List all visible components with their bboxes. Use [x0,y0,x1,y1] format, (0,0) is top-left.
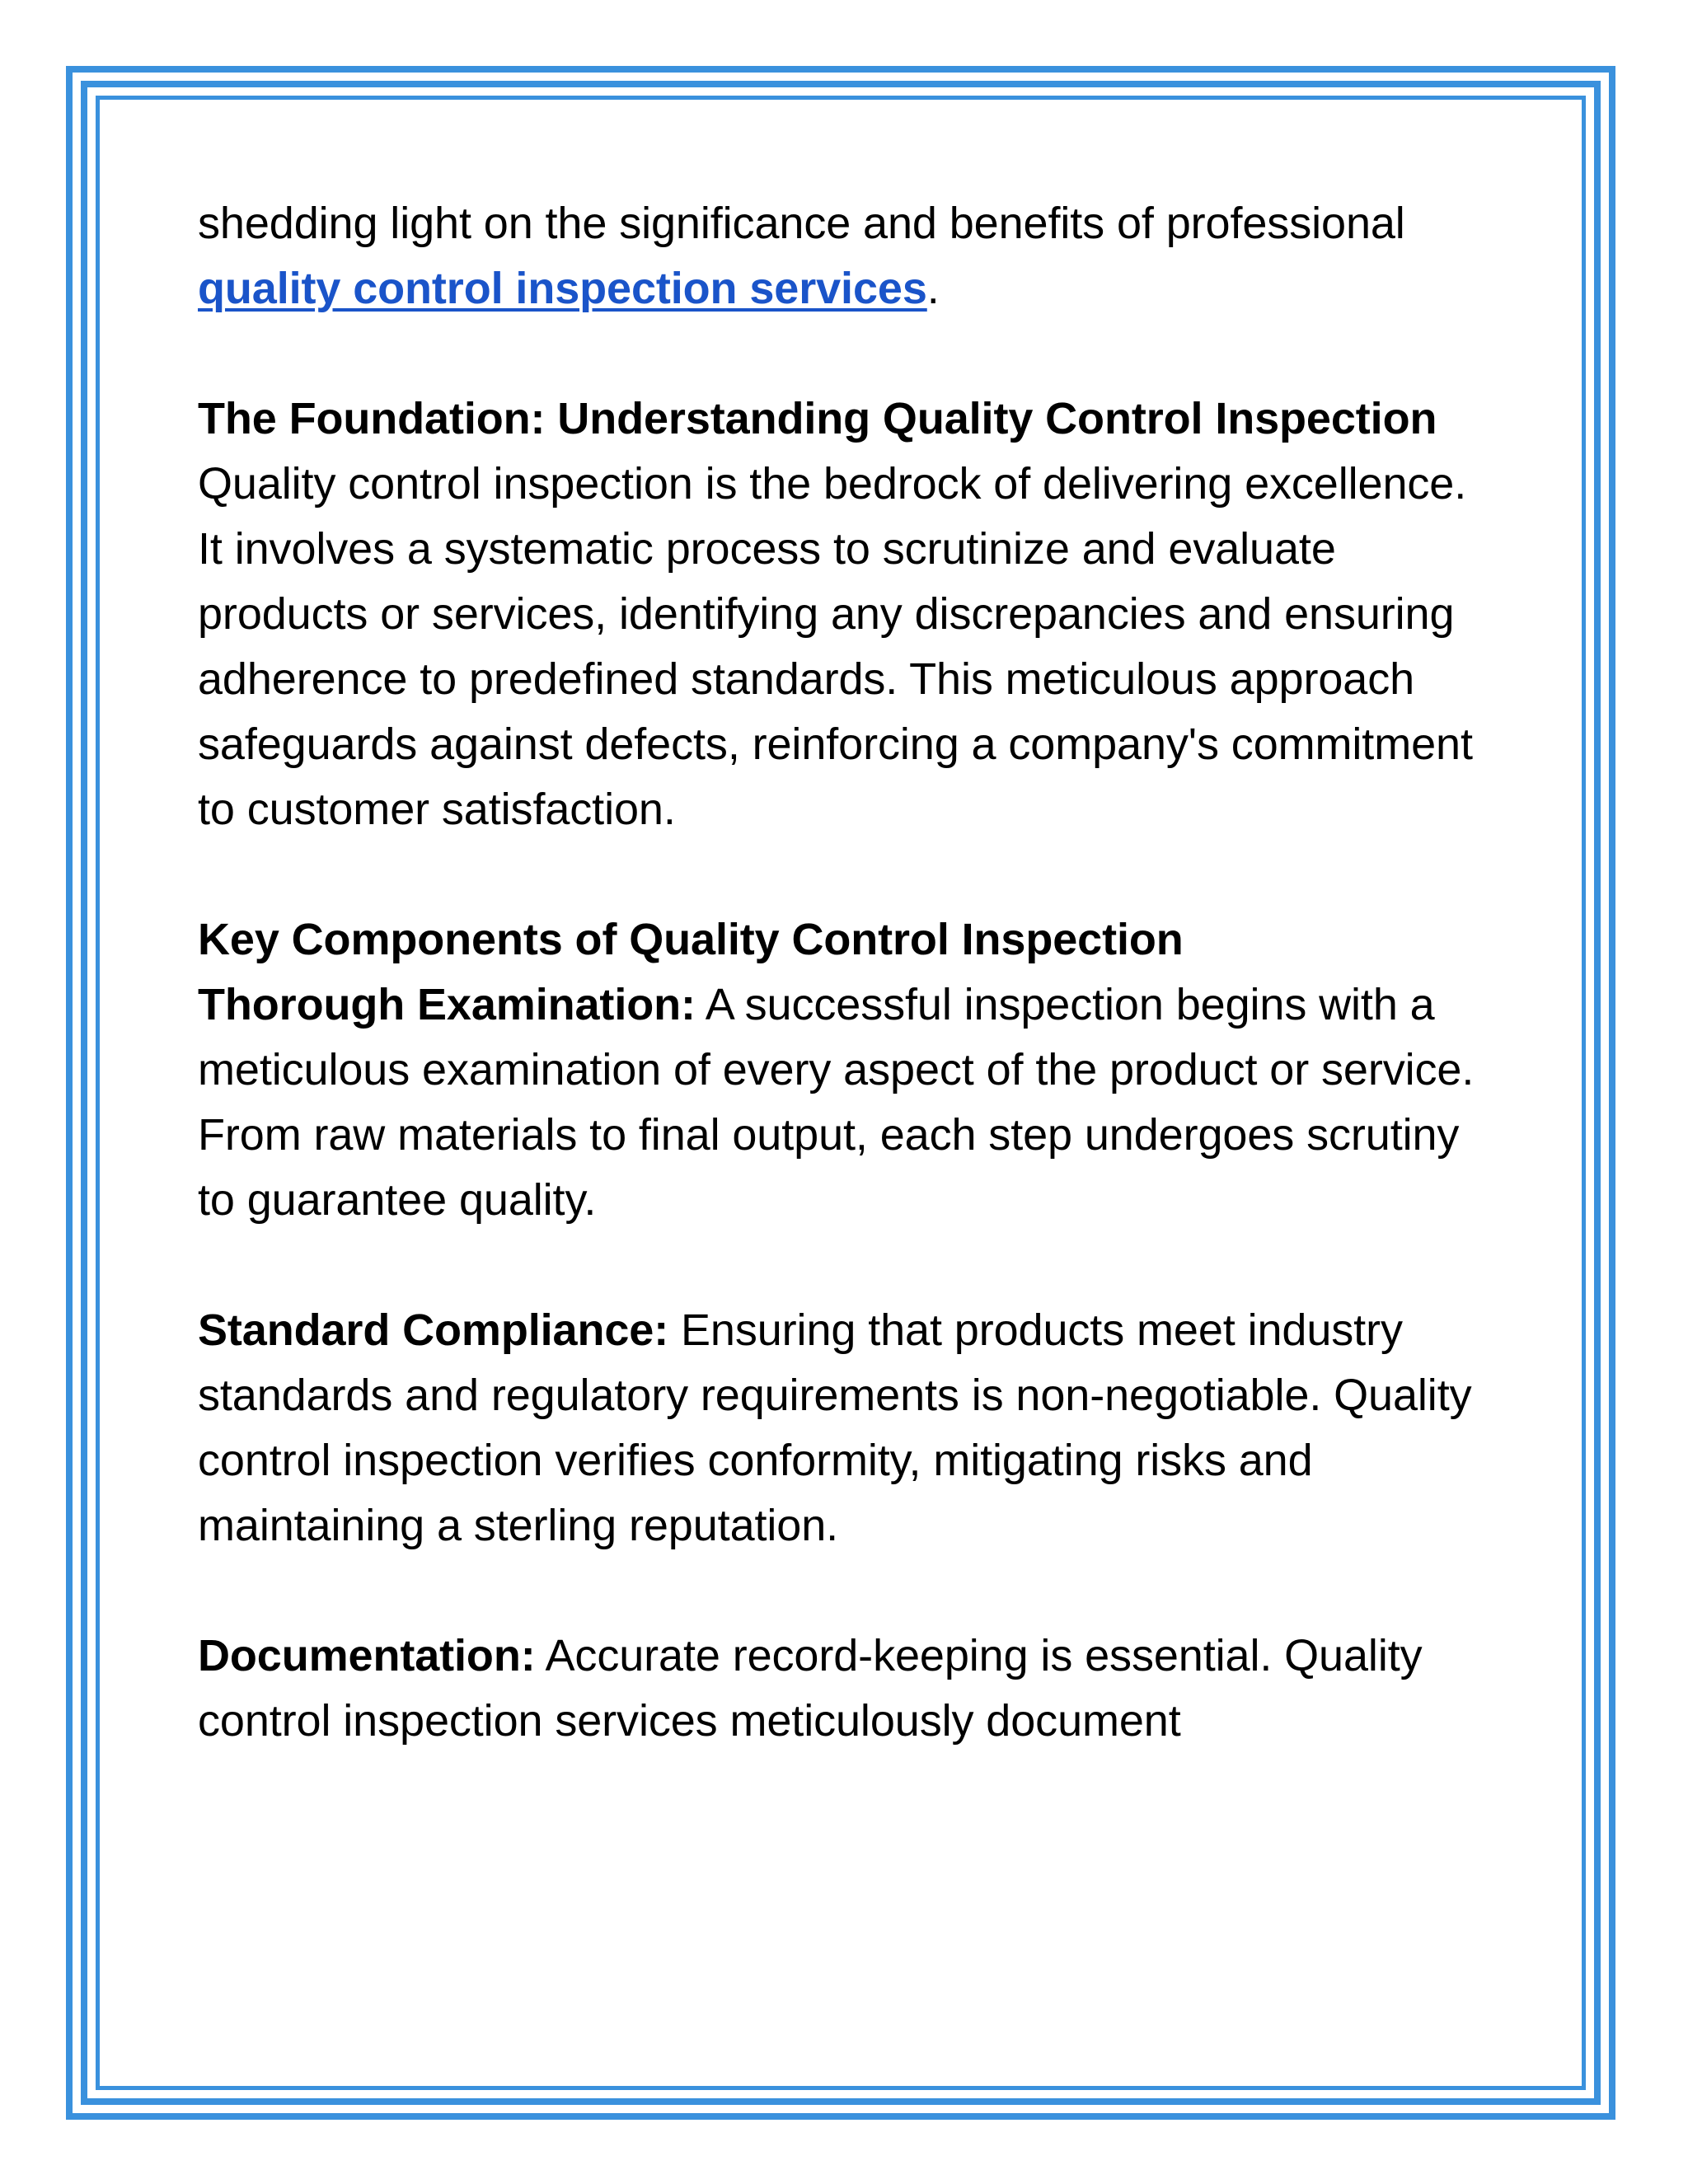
paragraph-spacer [198,842,1484,907]
thorough-examination-term: Thorough Examination: [198,980,696,1029]
intro-paragraph [198,191,1484,321]
intro-end-punctuation: . [926,264,940,313]
quality-control-inspection-services-link[interactable]: quality control inspection services [198,264,927,313]
paragraph-spacer [198,321,1484,387]
thorough-examination-text: A successful inspection begins with a meticulous examination of every aspect of the product or service. From raw materials to final output, each step undergoes scrutiny to guarantee quality. [198,980,1475,1225]
standard-compliance-text: Ensuring that products meet industry standards and regulatory requirements is non-negotiable. Quality control inspection verifies conformity, mitigating risks and maintaining a sterling reputation. [198,1305,1472,1550]
intro-text: shedding light on the significance and benefits of professional [198,199,1405,248]
key-components-heading: Key Components of Quality Control Inspection [198,915,1184,964]
documentation-text: Accurate record-keeping is essential. Quality control inspection services meticulously document [198,1631,1423,1746]
documentation-term: Documentation: [198,1631,536,1680]
standard-compliance-paragraph [198,1298,1484,1558]
thorough-examination-paragraph [198,972,1484,1233]
foundation-paragraph: Quality control inspection is the bedrock of delivering excellence. It involves a systematic process to scrutinize and evaluate products or services, identifying any discrepancies and ensuring adherence to predefined standards. This meticulous approach safeguards against defects, reinforcing a company's commitment to customer satisfaction. [198,459,1473,834]
documentation-paragraph [198,1624,1484,1754]
paragraph-spacer [198,1233,1484,1298]
standard-compliance-term: Standard Compliance: [198,1305,669,1355]
foundation-heading: The Foundation: Understanding Quality Control Inspection [198,394,1437,443]
paragraph-spacer [198,1558,1484,1624]
document-body [198,191,1484,1754]
